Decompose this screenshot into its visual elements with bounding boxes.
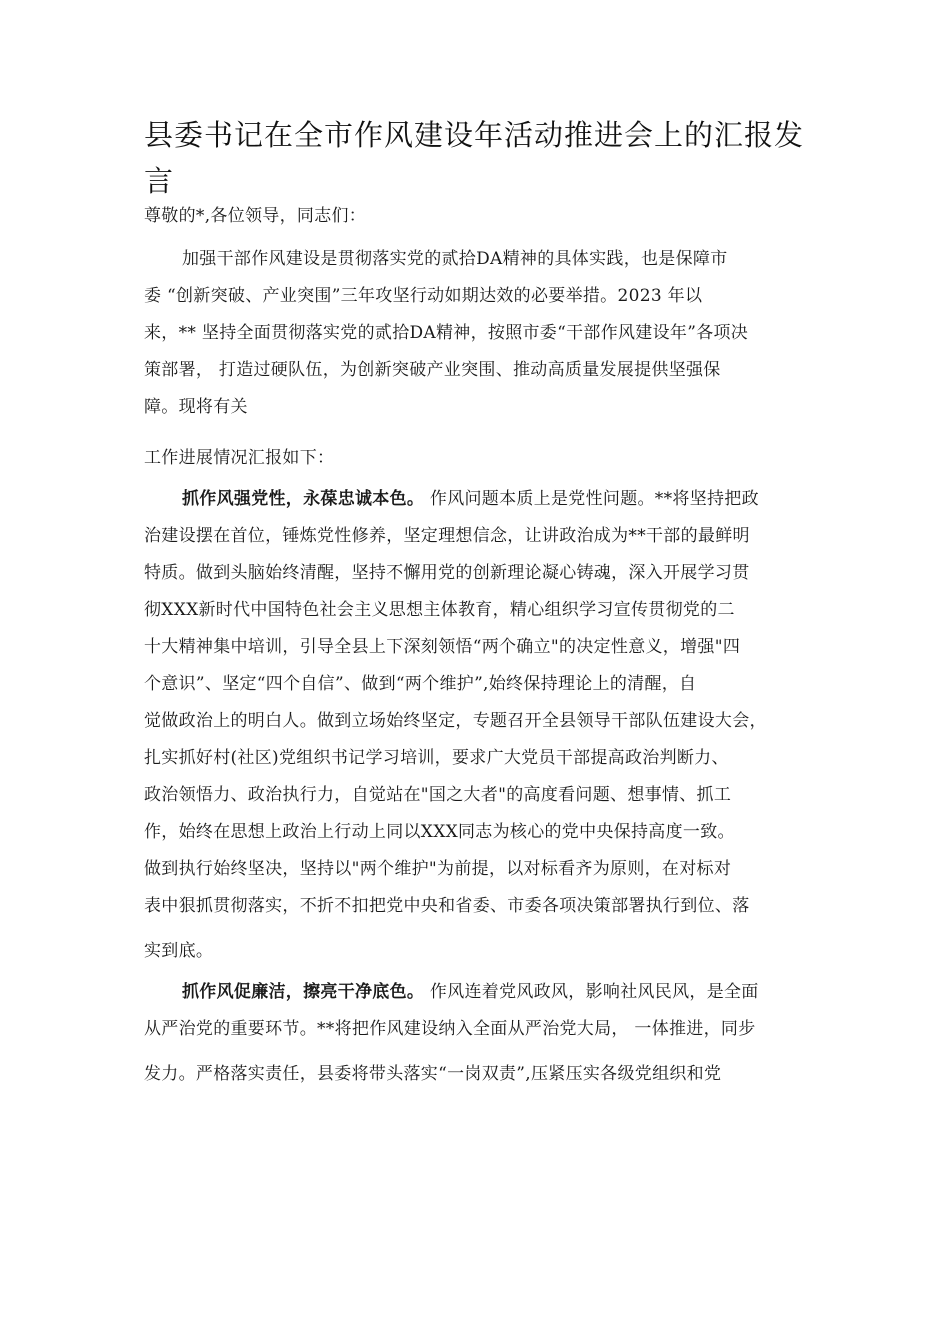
section-1-line: 表中狠抓贯彻落实，不折不扣把党中央和省委、市委各项决策部署执行到位、落: [144, 896, 750, 916]
section-1-last-line: 实到底。: [144, 941, 214, 961]
document-page: [144, 112, 810, 1093]
intro-line: 委 “创新突破、产业突围”三年攻坚行动如期达效的必要举措。2023 年以: [144, 286, 703, 306]
section-2-first-line: [144, 974, 810, 1011]
section-1-first-line: [144, 481, 810, 518]
section-1-line: 政治领悟力、政治执行力，自觉站在"国之大者"的高度看问题、想事情、抓工: [144, 785, 732, 805]
section-1-heading: 抓作风强党性，永葆忠诚本色。: [182, 489, 425, 509]
section-1-line: 扎实抓好村(社区)党组织书记学习培训，要求广大党员干部提高政治判断力、: [144, 748, 729, 768]
title-line-2: 言: [144, 164, 175, 198]
greeting: 尊敬的*,各位领导，同志们：: [144, 206, 367, 226]
section-2-paragraph: [144, 974, 810, 1093]
section-1-line: 十大精神集中培训，引导全县上下深刻领悟“两个确立"的决定性意义，增强"四: [144, 637, 741, 657]
title-line-1: 县委书记在全市作风建设年活动推进会上的汇报发: [144, 118, 805, 152]
intro-line: 策部署， 打造过硬队伍，为创新突破产业突围、推动高质量发展提供坚强保: [144, 360, 721, 380]
report-intro: 工作进展情况汇报如下：: [144, 448, 335, 468]
document-title: [144, 112, 810, 204]
section-1-line: 治建设摆在首位，锤炼党性修养，坚定理想信念，让讲政治成为**干部的最鲜明: [144, 526, 750, 546]
intro-line: 加强干部作风建设是贯彻落实党的贰拾DA精神的具体实践，也是保障市: [182, 249, 728, 269]
section-1-line: 作，始终在思想上政治上行动上同以XXX同志为核心的党中央保持高度一致。: [144, 822, 735, 842]
section-2-line: 发力。严格落实责任，县委将带头落实“一岗双责”,压紧压实各级党组织和党: [144, 1064, 722, 1084]
section-1-line: 个意识”、坚定“四个自信”、做到“两个维护”,始终保持理论上的清醒，自: [144, 674, 697, 694]
section-2-line: 从严治党的重要环节。**将把作风建设纳入全面从严治党大局， 一体推进，同步: [144, 1019, 756, 1039]
section-2-heading: 抓作风促廉洁，擦亮干净底色。: [182, 982, 425, 1002]
section-1-line: 特质。做到头脑始终清醒，坚持不懈用党的创新理论凝心铸魂，深入开展学习贯: [144, 563, 750, 583]
section-1-line: 做到执行始终坚决，坚持以"两个维护"为前提，以对标看齐为原则，在对标对: [144, 859, 732, 879]
section-1-line: 觉做政治上的明白人。做到立场始终坚定，专题召开全县领导干部队伍建设大会，: [144, 711, 767, 731]
section-1-line: 彻XXX新时代中国特色社会主义思想主体教育，精心组织学习宣传贯彻党的二: [144, 600, 735, 620]
intro-line: 来，** 坚持全面贯彻落实党的贰拾DA精神，按照市委“干部作风建设年”各项决: [144, 323, 749, 343]
intro-line: 障。现将有关: [144, 397, 248, 417]
section-2-first-line-rest: 作风连着党风政风，影响社风民风，是全面: [424, 982, 759, 1002]
section-1-first-line-rest: 作风问题本质上是党性问题。**将坚持把政: [424, 489, 759, 509]
intro-paragraph: [144, 241, 810, 426]
section-1-paragraph: [144, 481, 810, 970]
